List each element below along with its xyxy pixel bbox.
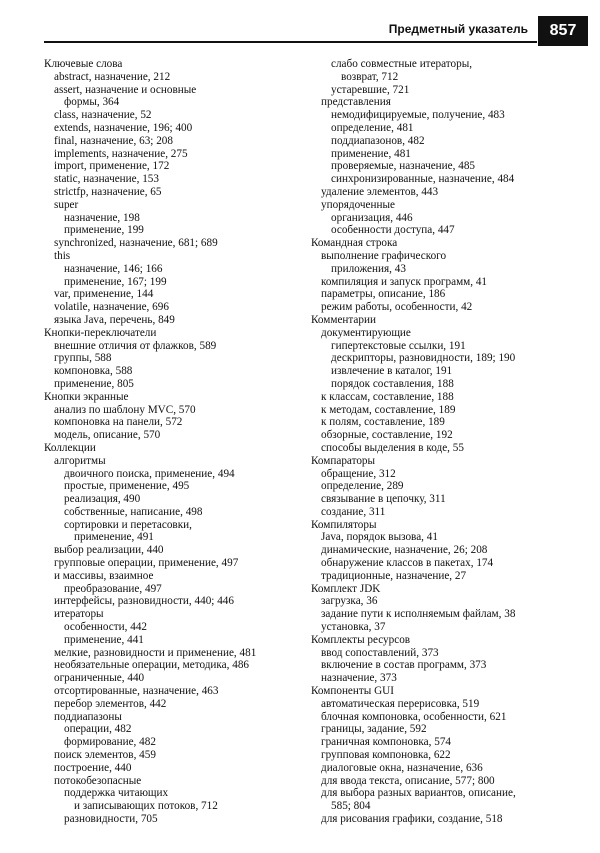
index-entry: synchronized, назначение, 681; 689: [54, 237, 218, 250]
index-entry: компоновка на панели, 572: [54, 416, 183, 429]
index-entry: необязательные операции, методика, 486: [54, 659, 250, 672]
index-entry: алгоритмы: [54, 454, 106, 467]
index-entry: обнаружение классов в пакетах, 174: [321, 557, 494, 570]
index-entry: для ввода текста, описание, 577; 800: [321, 774, 495, 787]
index-entry: немодифицируемые, получение, 483: [331, 109, 505, 122]
index-entry: блочная компоновка, особенности, 621: [321, 710, 507, 723]
section-title: Предметный указатель: [388, 22, 528, 36]
index-entry: способы выделения в коде, 55: [321, 441, 464, 454]
index-entry: 585; 804: [331, 800, 371, 813]
index-entry: к методам, составление, 189: [321, 403, 456, 416]
index-entry: удаление элементов, 443: [321, 185, 439, 198]
index-entry: выполнение графического: [321, 249, 447, 262]
index-entry: extends, назначение, 196; 400: [54, 121, 193, 134]
index-heading: Кнопки-переключатели: [44, 326, 157, 339]
index-entry: преобразование, 497: [64, 582, 162, 595]
index-entry: внешние отличия от флажков, 589: [54, 339, 217, 352]
index-entry: интерфейсы, разновидности, 440; 446: [54, 595, 234, 608]
index-entry: устаревшие, 721: [331, 83, 410, 96]
index-entry: final, назначение, 63; 208: [54, 134, 173, 147]
index-heading: Коллекции: [44, 441, 96, 454]
index-entry: включение в состав программ, 373: [321, 659, 487, 672]
index-heading: Кнопки экранные: [44, 390, 129, 403]
index-entry: формы, 364: [64, 96, 120, 109]
index-entry: извлечение в каталог, 191: [331, 365, 453, 378]
index-heading: Комплекты ресурсов: [311, 633, 411, 646]
index-entry: собственные, написание, 498: [64, 505, 203, 518]
index-heading: Комплект JDK: [311, 582, 381, 595]
index-entry: гипертекстовые ссылки, 191: [331, 339, 466, 352]
index-entry: import, применение, 172: [54, 160, 170, 173]
index-entry: ограниченные, 440: [54, 672, 145, 685]
index-entry: упорядоченные: [321, 198, 395, 211]
index-entry: static, назначение, 153: [54, 173, 159, 186]
index-entry: применение, 199: [64, 224, 144, 237]
index-entry: параметры, описание, 186: [321, 288, 446, 301]
header-rule: [44, 41, 537, 43]
index-entry: порядок составления, 188: [331, 377, 454, 390]
index-entry: группы, 588: [54, 352, 112, 365]
index-entry: построение, 440: [54, 761, 132, 774]
index-entry: выбор реализации, 440: [54, 544, 164, 557]
index-entry: применение, 805: [54, 377, 134, 390]
index-entry: назначение, 373: [321, 672, 397, 685]
index-entry: поддиапазонов, 482: [331, 134, 425, 147]
index-entry: применение, 441: [64, 633, 144, 646]
index-entry: операции, 482: [64, 723, 132, 736]
index-entry: ввод сопоставлений, 373: [321, 646, 439, 659]
index-entry: class, назначение, 52: [54, 109, 152, 122]
page-number: 857: [538, 16, 588, 46]
index-entry: Java, порядок вызова, 41: [321, 531, 438, 544]
index-entry: мелкие, разновидности и применение, 481: [54, 646, 257, 659]
index-entry: двоичного поиска, применение, 494: [64, 467, 235, 480]
index-entry: определение, 481: [331, 121, 414, 134]
index-entry: применение, 481: [331, 147, 411, 160]
index-heading: Компиляторы: [311, 518, 377, 531]
index-entry: для выбора разных вариантов, описание,: [321, 787, 516, 800]
index-entry: групповые операции, применение, 497: [54, 557, 239, 570]
index-entry: особенности, 442: [64, 621, 148, 634]
index-heading: Компараторы: [311, 454, 376, 467]
index-entry: установка, 37: [321, 621, 386, 634]
index-entry: назначение, 198: [64, 211, 140, 224]
index-entry: определение, 289: [321, 480, 404, 493]
index-entry: задание пути к исполняемым файлам, 38: [321, 608, 516, 621]
index-entry: поддержка читающих: [64, 787, 169, 800]
index-entry: организация, 446: [331, 211, 413, 224]
index-entry: простые, применение, 495: [64, 480, 190, 493]
index-entry: к классам, составление, 188: [321, 390, 454, 403]
index-entry: создание, 311: [321, 505, 386, 518]
index-heading: Ключевые слова: [44, 58, 123, 70]
index-entry: реализация, 490: [64, 493, 141, 506]
index-entry: возврат, 712: [341, 70, 399, 83]
index-entry: синхронизированные, назначение, 484: [331, 173, 515, 186]
index-entry: потокобезопасные: [54, 774, 142, 787]
index-entry: загрузка, 36: [321, 595, 378, 608]
page-header: [0, 0, 600, 48]
index-entry: приложения, 43: [331, 262, 406, 275]
index-entry: проверяемые, назначение, 485: [331, 160, 476, 173]
index-entry: компиляция и запуск программ, 41: [321, 275, 488, 288]
index-entry: автоматическая перерисовка, 519: [321, 697, 480, 710]
index-entry: режим работы, особенности, 42: [321, 301, 473, 314]
index-column-left: [44, 58, 294, 826]
index-heading: Компоненты GUI: [311, 685, 394, 698]
index-entry: abstract, назначение, 212: [54, 70, 171, 83]
index-entry: var, применение, 144: [54, 288, 154, 301]
index-entry: strictfp, назначение, 65: [54, 185, 162, 198]
index-entry: super: [54, 198, 79, 211]
index-column-right: [311, 58, 561, 826]
index-entry: формирование, 482: [64, 736, 156, 749]
index-entry: компоновка, 588: [54, 365, 133, 378]
index-entry: volatile, назначение, 696: [54, 301, 169, 314]
index-entry: языка Java, перечень, 849: [54, 313, 175, 326]
index-entry: поддиапазоны: [54, 710, 122, 723]
index-entry: анализ по шаблону MVC, 570: [54, 403, 196, 416]
index-entry: this: [54, 249, 71, 262]
index-heading: Комментарии: [311, 313, 376, 326]
index-entry: граничная компоновка, 574: [321, 736, 452, 749]
index-entry: к полям, составление, 189: [321, 416, 445, 429]
index-entry: поиск элементов, 459: [54, 749, 156, 762]
index-entry: implements, назначение, 275: [54, 147, 188, 160]
index-entry: групповая компоновка, 622: [321, 749, 451, 762]
index-entry: границы, задание, 592: [321, 723, 427, 736]
index-entry: для рисования графики, создание, 518: [321, 813, 503, 826]
index-entry: назначение, 146; 166: [64, 262, 163, 275]
index-entry: итераторы: [54, 608, 104, 621]
index-entry: дескрипторы, разновидности, 189; 190: [331, 352, 516, 365]
index-entry: связывание в цепочку, 311: [321, 493, 446, 506]
index-entry: сортировки и перетасовки,: [64, 518, 192, 531]
index-entry: модель, описание, 570: [54, 429, 161, 442]
index-entry: обращение, 312: [321, 467, 396, 480]
index-entry: особенности доступа, 447: [331, 224, 455, 237]
index-entry: перебор элементов, 442: [54, 697, 167, 710]
index-entry: разновидности, 705: [64, 813, 158, 826]
index-entry: документирующие: [321, 326, 411, 339]
index-entry: слабо совместные итераторы,: [331, 58, 473, 70]
index-entry: динамические, назначение, 26; 208: [321, 544, 488, 557]
index-entry: отсортированные, назначение, 463: [54, 685, 219, 698]
index-entry: assert, назначение и основные: [54, 83, 197, 96]
index-entry: и массивы, взаимное: [54, 569, 154, 582]
index-entry: применение, 167; 199: [64, 275, 167, 288]
index-entry: применение, 491: [74, 531, 154, 544]
index-entry: обзорные, составление, 192: [321, 429, 453, 442]
index-entry: и записывающих потоков, 712: [74, 800, 218, 813]
index-heading: Командная строка: [311, 237, 398, 250]
index-entry: диалоговые окна, назначение, 636: [321, 761, 483, 774]
index-entry: традиционные, назначение, 27: [321, 569, 467, 582]
index-entry: представления: [321, 96, 391, 109]
